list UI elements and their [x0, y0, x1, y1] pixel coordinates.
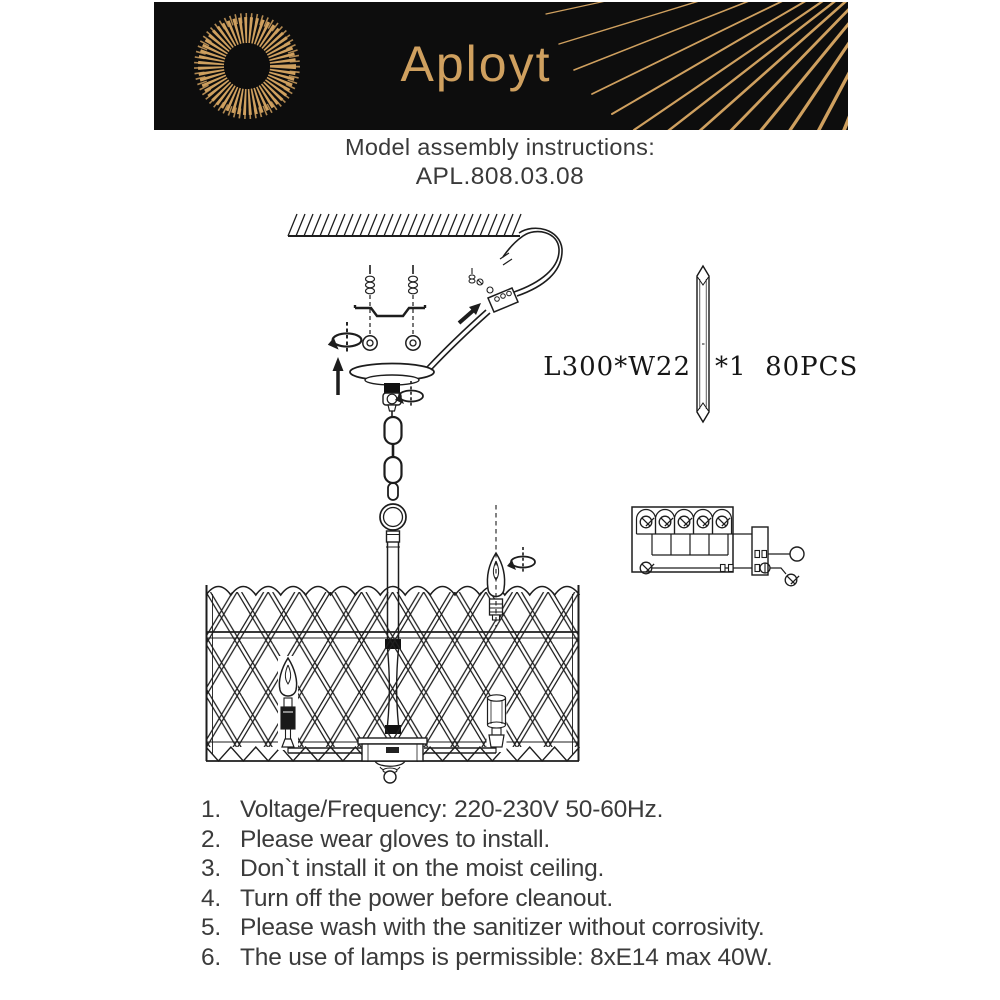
terminal-strip [752, 527, 804, 586]
shade-lattice [206, 592, 579, 747]
item-number: 3. [201, 855, 222, 883]
item-number: 2. [201, 825, 222, 853]
item-number: 4. [201, 884, 222, 912]
crystal-size-label: L300*W22 [543, 352, 691, 382]
drum-shade [206, 585, 580, 761]
center-hub [358, 738, 427, 771]
item-text: The use of lamps is permissible: 8xE14 max 40W. [240, 943, 773, 971]
brand-header [154, 2, 848, 130]
assembly-diagram [0, 195, 1000, 805]
item-number: 6. [201, 943, 222, 971]
model-number: APL.808.03.08 [415, 163, 585, 190]
rotate-arrow-icon-3 [507, 547, 535, 572]
item-number: 1. [201, 796, 222, 823]
list-item [201, 913, 861, 943]
sheet-title: Model assembly instructions: [344, 134, 656, 160]
list-item [201, 795, 861, 825]
item-text: Turn off the power before cleanout. [240, 884, 613, 912]
right-bulb-socket [487, 695, 507, 752]
crystal-qty-label: *1 80PCS [715, 352, 859, 382]
item-text: Don`t install it on the moist ceiling. [240, 855, 605, 883]
left-candle-bulb [278, 656, 298, 750]
sunburst-logo-icon [199, 18, 295, 114]
list-item [201, 825, 861, 855]
item-text: Please wear gloves to install. [240, 825, 550, 853]
item-text: Voltage/Frequency: 220-230V 50-60Hz. [240, 796, 664, 823]
list-item [201, 854, 861, 884]
finial [383, 768, 397, 783]
rotate-arrow-icon-1 [328, 322, 362, 352]
ceiling-hatch [288, 214, 521, 236]
crystal-strip-diagram [697, 266, 709, 422]
list-item [201, 943, 861, 973]
item-number: 5. [201, 914, 222, 942]
instruction-list [201, 795, 861, 973]
item-text: Please wash with the sanitizer without corrosivity. [240, 914, 765, 942]
candle-bulb-insert [487, 505, 504, 627]
wiring-diagram [632, 507, 804, 586]
suspension-chain [385, 417, 402, 500]
list-item [201, 884, 861, 914]
hanging-ring [380, 504, 406, 542]
mounting-bracket [355, 305, 425, 316]
install-arrow-icon [459, 303, 481, 323]
ceiling-canopy [350, 364, 434, 418]
lift-arrow-icon [333, 357, 344, 395]
brand-logo-text: Aployt [400, 36, 552, 92]
wiring-lamps [640, 516, 730, 528]
